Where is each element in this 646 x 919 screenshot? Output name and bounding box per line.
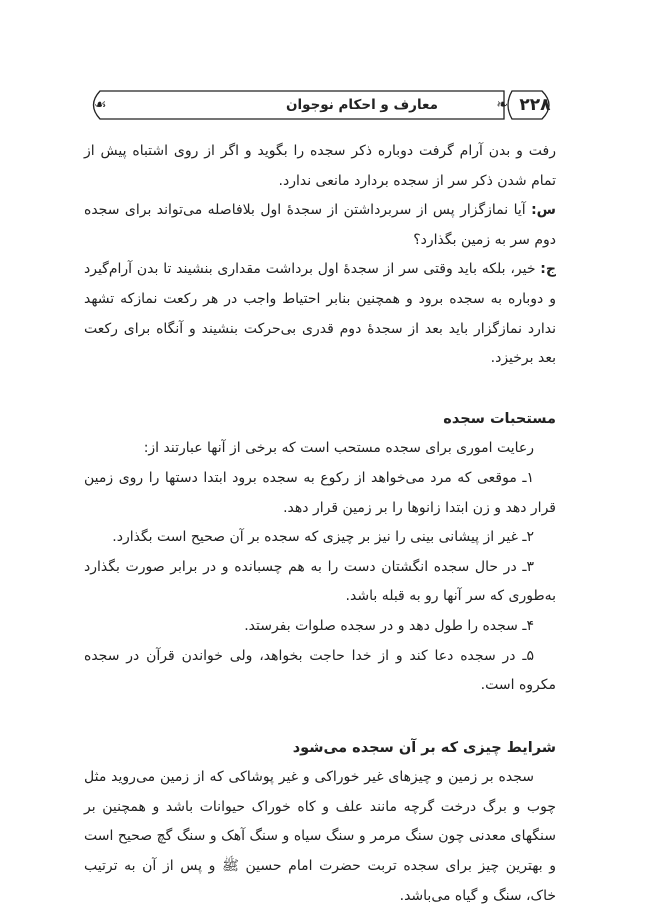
- page-number: ۲۲۸: [519, 95, 551, 115]
- book-title: معارف و احکام نوجوان: [285, 97, 438, 113]
- section-intro: رعایت اموری برای سجده مستحب است که برخی از آنها عبارتند از:: [143, 440, 534, 457]
- ornament-left-icon: ☙: [94, 97, 107, 113]
- question-text: آیا نمازگزار پس از سربرداشتن از سجدهٔ اول بلافاصله می‌تواند برای سجده دوم سر به زمین بگذارد؟: [84, 202, 556, 248]
- page-header: [84, 88, 558, 122]
- list-item: ۳ـ در حال سجده انگشتان دست را به هم چسبانده و در برابر صورت بگذارد به‌طوری که سر آنها رو به قبله باشد.: [84, 558, 556, 605]
- paragraph-continued: رفت و بدن آرام گرفت دوباره ذکر سجده را بگوید و اگر از روی اشتباه پیش از تمام شدن ذکر سر از سجده بردارد مانعی ندارد.: [84, 143, 556, 189]
- list-item: ۵ـ در سجده دعا کند و از خدا حاجت بخواهد، ولی خواندن قرآن در سجده مکروه است.: [84, 647, 556, 694]
- page-body: [84, 137, 556, 911]
- list-item: ۴ـ سجده را طول دهد و در سجده صلوات بفرستد.: [244, 617, 534, 634]
- paragraph-conditions: سجده بر زمین و چیزهای غیر خوراکی و غیر پوشاکی که از زمین می‌روید مثل چوب و برگ درخت گرچه مانند علف و کاه خوراک حیوانات باشد و همچنین بر سنگهای معدنی چون سنگ مرمر و سنگ سیاه و سنگ آهک و سنگ گچ صحیح است و بهترین چیز برای سجده تربت حضرت امام حسین ﷺ و پس از آن به ترتیب خاک، سنگ و گیاه می‌باشد.: [84, 769, 556, 904]
- ornament-right-icon: ❧: [496, 97, 508, 113]
- answer-paragraph: [84, 255, 556, 373]
- list-item: ۱ـ موقعی که مرد می‌خواهد از رکوع به سجده برود ابتدا دستها را روی زمین قرار دهد و زن ابتدا زانوها را بر زمین قرار دهد.: [84, 469, 556, 516]
- section-heading-conditions: شرایط چیزی که بر آن سجده می‌شود: [292, 739, 556, 756]
- answer-label: ج:: [540, 261, 556, 278]
- section-heading-mustahabbat: مستحبات سجده: [443, 410, 556, 427]
- question-paragraph: [84, 196, 556, 255]
- question-label: س:: [531, 202, 556, 219]
- answer-text: خیر، بلکه باید وقتی سر از سجدهٔ اول برداشت مقداری بنشیند تا بدن آرام‌گیرد و دوباره به سجده برود و همچنین بنابر احتیاط واجب در هر رکعت نمازکه تشهد ندارد نمازگزار باید بعد از سجدهٔ دوم قدری بی‌حرکت بنشیند و آنگاه برای رکعت بعد برخیزد.: [84, 261, 556, 367]
- list-item: ۲ـ غیر از پیشانی بینی را نیز بر چیزی که سجده بر آن صحیح است بگذارد.: [112, 529, 534, 546]
